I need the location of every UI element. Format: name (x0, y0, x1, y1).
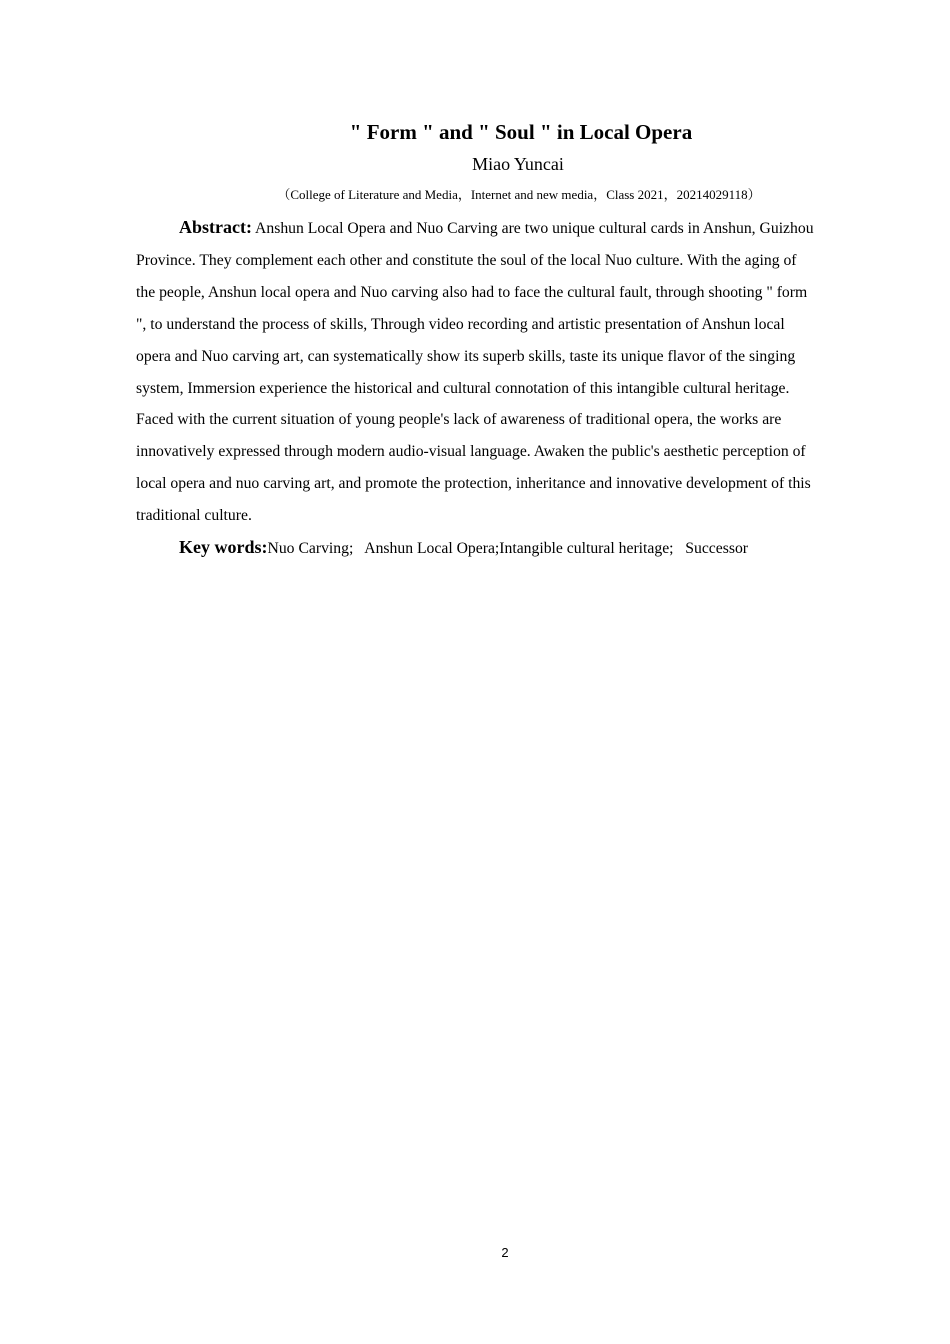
page-number: 2 (501, 1245, 509, 1260)
author-affiliation: （College of Literature and Media，Internet and new media，Class 2021，20214029118） (277, 187, 761, 202)
keywords-text: Nuo Carving; Anshun Local Opera;Intangible cultural heritage; Successor (267, 540, 749, 557)
author-name: Miao Yuncai (472, 154, 564, 174)
abstract-label: Abstract: (179, 217, 252, 237)
keywords-label: Key words: (179, 537, 268, 557)
keywords-paragraph (136, 532, 826, 564)
abstract-text: Anshun Local Opera and Nuo Carving are two unique cultural cards in Anshun, Guizhou Province. They complement each other and constitute the soul of the local Nuo culture. With the aging of the people, Anshun local opera and Nuo carving also had to face the cultural fault, through shooting " form ", to understand the process of skills, Through video recording and artistic presentation of Anshun local opera and Nuo carving art, can systematically show its superb skills, taste its unique flavor of the singing system, Immersion experience the historical and cultural connotation of this intangible cultural heritage. Faced with the current situation of young people's lack of awareness of traditional opera, the works are innovatively expressed through modern audio-visual language. Awaken the public's aesthetic perception of local opera and nuo carving art, and promote the protection, inheritance and innovative development of this traditional culture. (136, 220, 814, 525)
paper-title: " Form " and " Soul " in Local Opera (349, 120, 693, 144)
abstract-paragraph (136, 212, 814, 532)
